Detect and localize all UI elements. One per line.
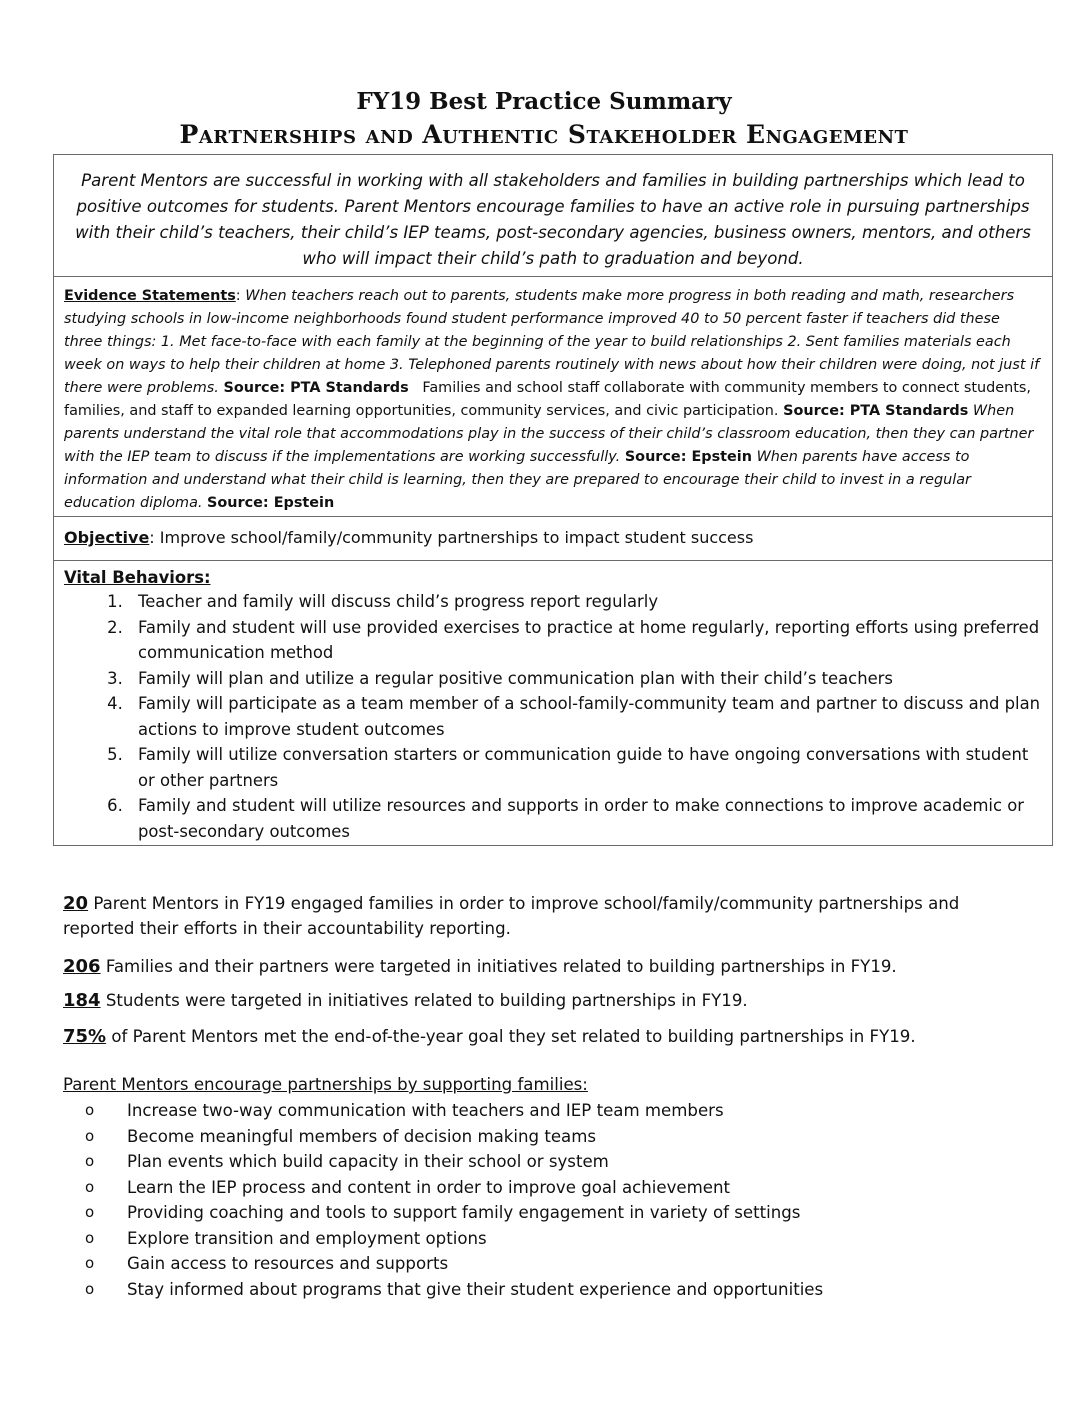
vital-behaviors-label: Vital Behaviors: <box>64 568 211 587</box>
list-item: o Stay informed about programs that give their student experience and opportunities <box>63 1277 1023 1303</box>
supports-section <box>63 1072 1023 1302</box>
bullet-icon: o <box>85 1203 95 1221</box>
stat-students <box>63 988 993 1013</box>
evidence-source-2: Source: PTA Standards <box>783 403 969 419</box>
evidence-label: Evidence Statements <box>64 288 236 304</box>
document-subtitle: Partnerships and Authentic Stakeholder Engagement <box>179 120 909 149</box>
list-item: 1. Teacher and family will discuss child’s progress report regularly <box>128 589 1042 615</box>
document-title: FY19 Best Practice Summary <box>356 88 732 115</box>
stat-number: 20 <box>63 893 89 914</box>
evidence-colon: : <box>235 288 246 304</box>
stat-text: of Parent Mentors met the end-of-the-year goal they set related to building partnerships in FY19. <box>111 1027 916 1046</box>
bullet-icon: o <box>85 1254 95 1272</box>
objective-text: Improve school/family/community partnerships to impact student success <box>159 528 754 547</box>
evidence-source-3: Source: Epstein <box>624 449 752 465</box>
objective-label: Objective <box>64 528 150 547</box>
stat-goal-percent <box>63 1024 993 1049</box>
summary-table <box>53 154 1053 846</box>
bullet-icon: o <box>85 1177 95 1196</box>
evidence-text-3: When parents understand the vital role that accommodations play in the success of their child’s classroom education, then they can partner with the IEP team to discuss if the implementations are working successfully. <box>64 403 1034 465</box>
intro-text: Parent Mentors are successful in working with all stakeholders and families in building partnerships which lead to positive outcomes for students. Parent Mentors encourage families to have an active role in pursuing partnerships with their child’s teachers, their child’s IEP teams, post-secondary agencies, business owners, mentors, and others who will impact their child’s path to graduation and beyond. <box>75 171 1031 268</box>
evidence-text-2: Families and school staff collaborate with community members to connect students, families, and staff to expanded learning opportunities, community services, and civic participation. <box>64 380 1031 419</box>
stat-number: 184 <box>63 990 101 1011</box>
list-item: o Plan events which build capacity in their school or system <box>63 1149 1023 1175</box>
evidence-text-1: When teachers reach out to parents, students make more progress in both reading and math, researchers studying schools in low-income neighborhoods found student performance improved 40 to 50 percent faster if teachers did these three things: 1. Met face-to-face with each family at the beginning of the year to build relationships 2. Sent families materials each week on ways to help their children at home 3. Telephoned parents routinely with news about how their children were doing, not just if there were problems. <box>64 288 1040 396</box>
intro-section <box>54 155 1052 276</box>
list-item: o Learn the IEP process and content in order to improve goal achievement <box>63 1175 1023 1201</box>
evidence-source-1: Source: PTA Standards <box>223 380 409 396</box>
stat-text: Families and their partners were targeted in initiatives related to building partnerships in FY19. <box>105 957 897 976</box>
stat-number: 206 <box>63 956 101 977</box>
bullet-icon: o <box>85 1152 95 1170</box>
list-item: o Become meaningful members of decision making teams <box>63 1124 1023 1150</box>
supports-heading: Parent Mentors encourage partnerships by supporting families: <box>63 1075 588 1094</box>
evidence-source-4: Source: Epstein <box>207 495 335 511</box>
stat-families <box>63 954 993 979</box>
evidence-text-4: When parents have access to information and understand what their child is learning, then they are prepared to encourage their child to invest in a regular education diploma. <box>64 449 971 511</box>
evidence-section <box>54 276 1052 516</box>
list-item: o Increase two-way communication with teachers and IEP team members <box>63 1098 1023 1124</box>
list-item: 3. Family will plan and utilize a regular positive communication plan with their child’s teachers <box>128 666 1042 692</box>
list-item: o Providing coaching and tools to support family engagement in variety of settings <box>63 1200 1023 1226</box>
bullet-icon: o <box>85 1126 95 1145</box>
bullet-icon: o <box>85 1279 95 1298</box>
objective-section: Objective: Improve school/family/community partnerships to impact student success <box>54 516 1052 560</box>
supports-list <box>63 1098 1023 1302</box>
list-item: 2. Family and student will use provided exercises to practice at home regularly, reporting efforts using preferred communication method <box>128 615 1042 666</box>
list-item: 6. Family and student will utilize resources and supports in order to make connections to improve academic or post-secondary outcomes <box>128 793 1042 844</box>
vital-behaviors-section <box>54 560 1052 847</box>
list-item: o Gain access to resources and supports <box>63 1251 1023 1277</box>
vital-behaviors-list <box>64 589 1042 844</box>
list-item: 4. Family will participate as a team member of a school-family-community team and partner to discuss and plan actions to improve student outcomes <box>128 691 1042 742</box>
list-item: o Explore transition and employment options <box>63 1226 1023 1252</box>
stat-text: Parent Mentors in FY19 engaged families in order to improve school/family/community partnerships and reported their efforts in their accountability reporting. <box>63 894 960 938</box>
stat-parent-mentors <box>63 891 993 941</box>
stat-number: 75% <box>63 1026 107 1047</box>
stat-text: Students were targeted in initiatives related to building partnerships in FY19. <box>105 991 748 1010</box>
bullet-icon: o <box>85 1101 95 1119</box>
bullet-icon: o <box>85 1228 95 1247</box>
list-item: 5. Family will utilize conversation starters or communication guide to have ongoing conversations with student or other partners <box>128 742 1042 793</box>
